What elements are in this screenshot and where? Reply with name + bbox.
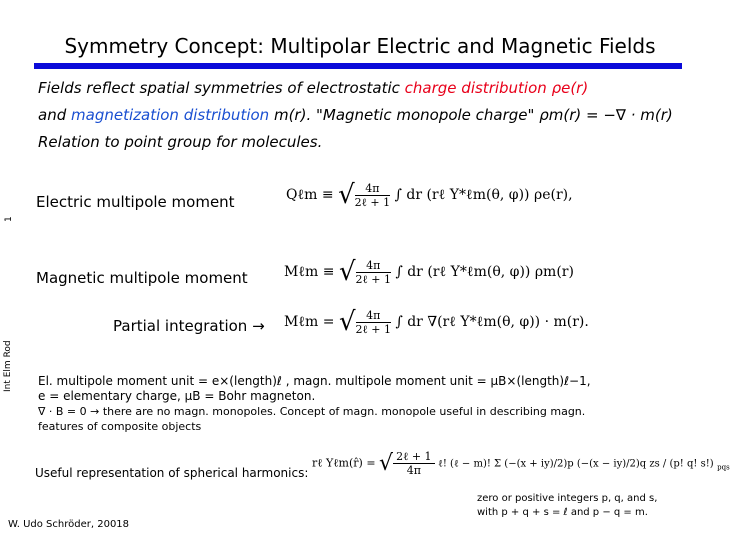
monopole-charge-formula: ρm(r) = −∇ · m(r) <box>539 106 673 124</box>
partial-integration-label: Partial integration → <box>113 317 265 335</box>
spherical-harmonics-equation: rℓ Yℓm(r̂) = √ $\frac{\text{2ℓ + 1}}{4\pi}$ ℓ! (ℓ − m)! Σ (−(x + iy)/2)p (−(x − iy)/2)q zs / (p! q! s!) $_{pqs}$ <box>312 450 730 477</box>
side-label-page: 1 <box>4 216 14 222</box>
intro-line-2 <box>38 106 673 124</box>
intro-line-1 <box>38 79 588 97</box>
spherical-frac-num: 2ℓ + 1 <box>393 450 434 464</box>
spherical-fraction <box>393 450 434 477</box>
partial-frac-den: 2ℓ + 1 <box>355 322 392 336</box>
title-underline <box>34 63 682 69</box>
partial-fraction <box>356 309 391 336</box>
units-line-1: El. multipole moment unit = e×(length)ℓ , magn. multipole moment unit = μB×(length)ℓ−1, <box>38 374 591 388</box>
spherical-sum-index: pqs <box>717 463 730 472</box>
electric-multipole-equation: Qℓm ≡ √ $\frac{4\pi}{\text{2ℓ + 1}}$ ∫ dr (rℓ Y*ℓm(θ, φ)) ρe(r), <box>286 180 573 210</box>
page-title: Symmetry Concept: Multipolar Electric and Magnetic Fields <box>64 34 656 58</box>
intro-and: and <box>38 106 67 124</box>
units-line-2: e = elementary charge, μB = Bohr magneton. <box>38 389 316 403</box>
spherical-lhs: rℓ Yℓm(r̂) = <box>312 456 376 470</box>
electric-lhs: Qℓm ≡ <box>286 187 334 203</box>
magnetic-multipole-equation: Mℓm ≡ √ $\frac{4\pi}{\text{2ℓ + 1}}$ ∫ dr (rℓ Y*ℓm(θ, φ)) ρm(r) <box>284 257 574 287</box>
electric-multipole-label: Electric multipole moment <box>36 193 235 211</box>
partial-integration-equation: Mℓm = √ $\frac{4\pi}{\text{2ℓ + 1}}$ ∫ dr ∇(rℓ Y*ℓm(θ, φ)) · m(r). <box>284 307 589 337</box>
footer-author: W. Udo Schröder, 20018 <box>8 519 130 530</box>
monopole-charge-text: m(r). "Magnetic monopole charge" <box>273 106 535 124</box>
spherical-frac-den: 4π <box>406 464 421 477</box>
intro-line-3: Relation to point group for molecules. <box>38 133 323 151</box>
magnetic-multipole-label: Magnetic multipole moment <box>36 269 248 287</box>
magnetic-frac-num: 4π <box>356 259 391 273</box>
electric-frac-num: 4π <box>355 182 390 196</box>
spherical-rest: ℓ! (ℓ − m)! Σ (−(x + iy)/2)p (−(x − iy)/2)q zs / (p! q! s!) <box>438 458 714 470</box>
magnetic-fraction <box>356 259 391 286</box>
intro-text: Fields reflect spatial symmetries of electrostatic <box>38 79 400 97</box>
magnetic-frac-den: 2ℓ + 1 <box>355 272 392 286</box>
electric-frac-den: 2ℓ + 1 <box>354 195 391 209</box>
electric-fraction <box>355 182 390 209</box>
units-line-4: features of composite objects <box>38 420 202 433</box>
magnetic-lhs: Mℓm ≡ <box>284 264 335 280</box>
charge-density-symbol: ρe(r) <box>551 79 589 97</box>
units-line-3: ∇ · B = 0 → there are no magn. monopoles. Concept of magn. monopole useful in describing magn. <box>38 405 586 418</box>
partial-integral: ∫ dr ∇(rℓ Y*ℓm(θ, φ)) · m(r). <box>395 314 589 330</box>
magnetization-term: magnetization distribution <box>71 106 270 124</box>
integers-note-line-1: zero or positive integers p, q, and s, <box>477 493 658 504</box>
spherical-harmonics-label: Useful representation of spherical harmonics: <box>35 466 309 480</box>
side-label-course: Int Elm Rod <box>3 340 13 392</box>
integers-note-line-2: with p + q + s = ℓ and p − q = m. <box>477 507 648 518</box>
magnetic-integral: ∫ dr (rℓ Y*ℓm(θ, φ)) ρm(r) <box>395 264 574 280</box>
partial-frac-num: 4π <box>356 309 391 323</box>
electric-integral: ∫ dr (rℓ Y*ℓm(θ, φ)) ρe(r), <box>394 187 573 203</box>
partial-lhs: Mℓm = <box>284 314 335 330</box>
charge-distribution-term: charge distribution <box>404 79 547 97</box>
